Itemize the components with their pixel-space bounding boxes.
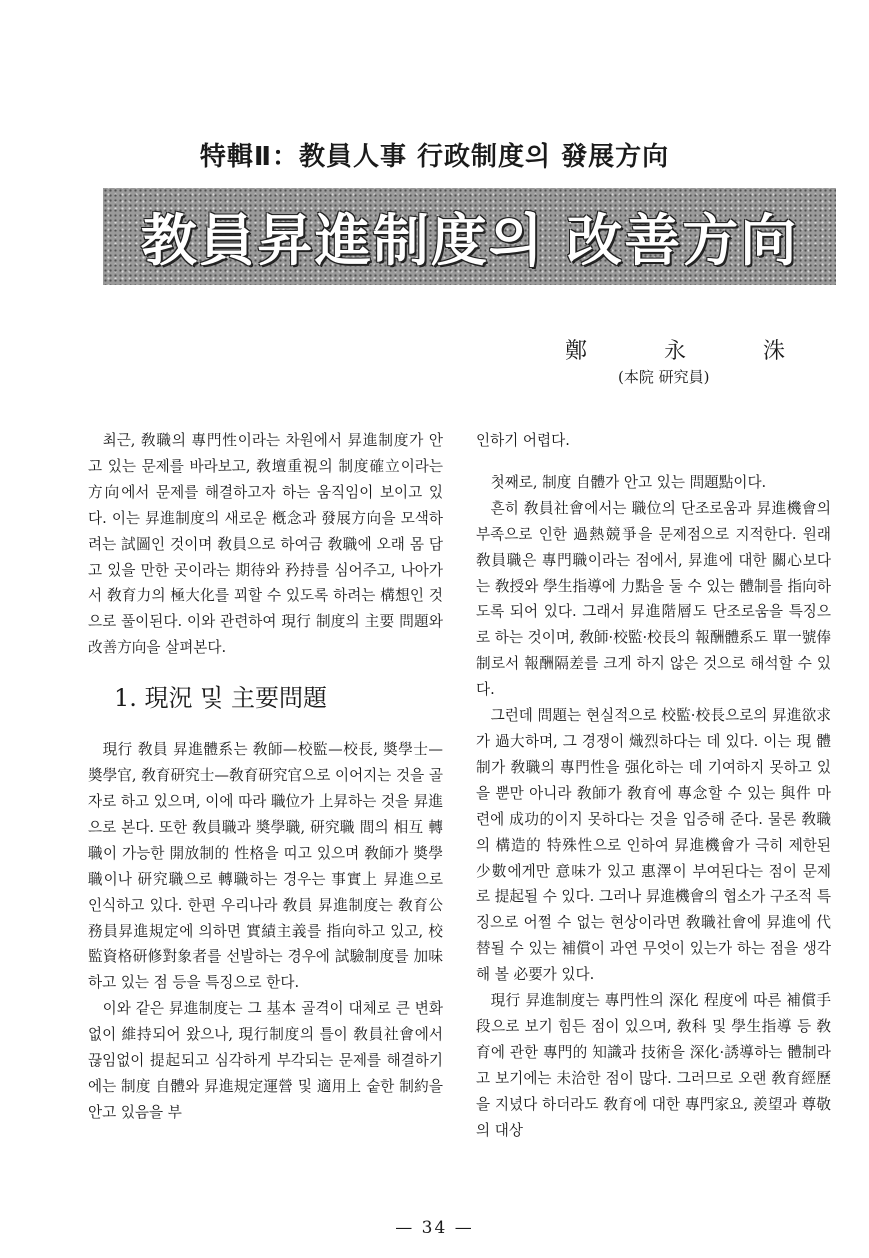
section-heading: 1. 現況 및 主要問題	[114, 684, 327, 713]
column-left	[88, 428, 443, 1126]
column-right	[476, 428, 831, 1143]
body-paragraph: 첫째로, 制度 自體가 안고 있는 問題點이다.	[490, 473, 767, 491]
body-paragraph: 現行 昇進制度는 專門性의 深化 程度에 따른 補償手段으로 보기 힘든 점이 있으며, 敎科 및 學生指導 등 敎育에 관한 專門的 知識과 技術을 深化·誘導하는 體制라고 보기에는 未洽한 점이 많다. 그러므로 오랜 敎育經歷을 지녔다 하더라도 敎育에 대한 專門家요, 羨望과 尊敬의 대상	[476, 992, 831, 1139]
author-affiliation: (本院 研究員)	[618, 368, 710, 386]
body-paragraph: 그런데 問題는 현실적으로 校監·校長으로의 昇進欲求가 過大하며, 그 경쟁이 熾烈하다는 데 있다. 이는 現 體制가 敎職의 專門性을 强化하는 데 기여하지 못하고 있을 뿐만 아니라 敎師가 敎育에 專念할 수 있는 與件 마련에 成功的이지 못하다는 것을 입증해 준다. 물론 敎職의 構造的 特殊性으로 인하여 昇進機會가 극히 제한된 少數에게만 意味가 있고 惠澤이 부여된다는 점이 문제로 提起될 수 있다. 그러나 昇進機會의 협소가 구조적 특징으로 어쩔 수 없는 현상이라면 敎職社會에 昇進에 代替될 수 있는 補償이 과연 무엇이 있는가 하는 점을 생각해 볼 必要가 있다.	[476, 707, 831, 984]
article-title: 教員昇進制度의 改善方向	[140, 208, 799, 274]
author-char-1: 鄭	[565, 339, 588, 364]
intro-paragraph: 최근, 敎職의 專門性이라는 차원에서 昇進制度가 안고 있는 문제를 바라보고, 敎壇重視의 制度確立이라는 方向에서 문제를 해결하고자 하는 움직임이 보이고 있다. 이는 昇進制度의 새로운 槪念과 發展方向을 모색하려는 試圖인 것이며 敎員으로 하여금 敎職에 오래 몸 담고 있을 만한 곳이라는 期待와 矜持를 심어주고, 나아가서 敎育力의 極大化를 꾀할 수 있도록 하려는 構想인 것으로 풀이된다. 이와 관련하여 現行 制度의 主要 問題와 改善方向을 살펴본다.	[88, 432, 443, 657]
body-paragraph: 이와 같은 昇進制度는 그 基本 골격이 대체로 큰 변화없이 維持되어 왔으나, 現行制度의 틀이 敎員社會에서 끊임없이 提起되고 심각하게 부각되는 문제를 해결하기에는 制度 自體와 昇進規定運營 및 適用上 숱한 制約을 안고 있음을 부	[88, 1000, 443, 1121]
body-paragraph: 흔히 敎員社會에서는 職位의 단조로움과 昇進機會의 부족으로 인한 過熱競爭을 문제점으로 지적한다. 원래 敎員職은 專門職이라는 점에서, 昇進에 대한 關心보다는 敎授와 學生指導에 力點을 둘 수 있는 體制를 指向하도록 되어 있다. 그래서 昇進階層도 단조로움을 특징으로 하는 것이며, 敎師·校監·校長의 報酬體系도 單一號俸制로서 報酬隔差를 크게 하지 않은 것으로 해석할 수 있다.	[476, 499, 831, 699]
title-banner	[103, 188, 836, 285]
body-paragraph: 現行 敎員 昇進體系는 敎師—校監—校長, 奬學士—奬學官, 敎育研究士—敎育研究官으로 이어지는 것을 골자로 하고 있으며, 이에 따라 職位가 上昇하는 것을 昇進으로 본다. 또한 敎員職과 奬學職, 研究職 間의 相互 轉職이 가능한 開放制的 性格을 띠고 있으며 敎師가 奬學職이나 研究職으로 轉職하는 경우는 事實上 昇進으로 인식하고 있다. 한편 우리나라 敎員 昇進制度는 敎育公務員昇進規定에 의하면 實績主義를 指向하고 있고, 校監資格研修對象者를 선발하는 경우에 試驗制度를 加味하고 있는 점 등을 특징으로 한다.	[88, 741, 443, 992]
page-number: — 34 —	[395, 1218, 474, 1238]
author-name	[565, 334, 785, 365]
body-paragraph-continued: 인하기 어렵다.	[476, 432, 570, 449]
series-heading: 特輯Ⅱ：教員人事 行政制度의 發展方向	[199, 142, 670, 172]
author-char-2: 永	[663, 339, 686, 364]
author-char-3: 洙	[762, 339, 785, 364]
